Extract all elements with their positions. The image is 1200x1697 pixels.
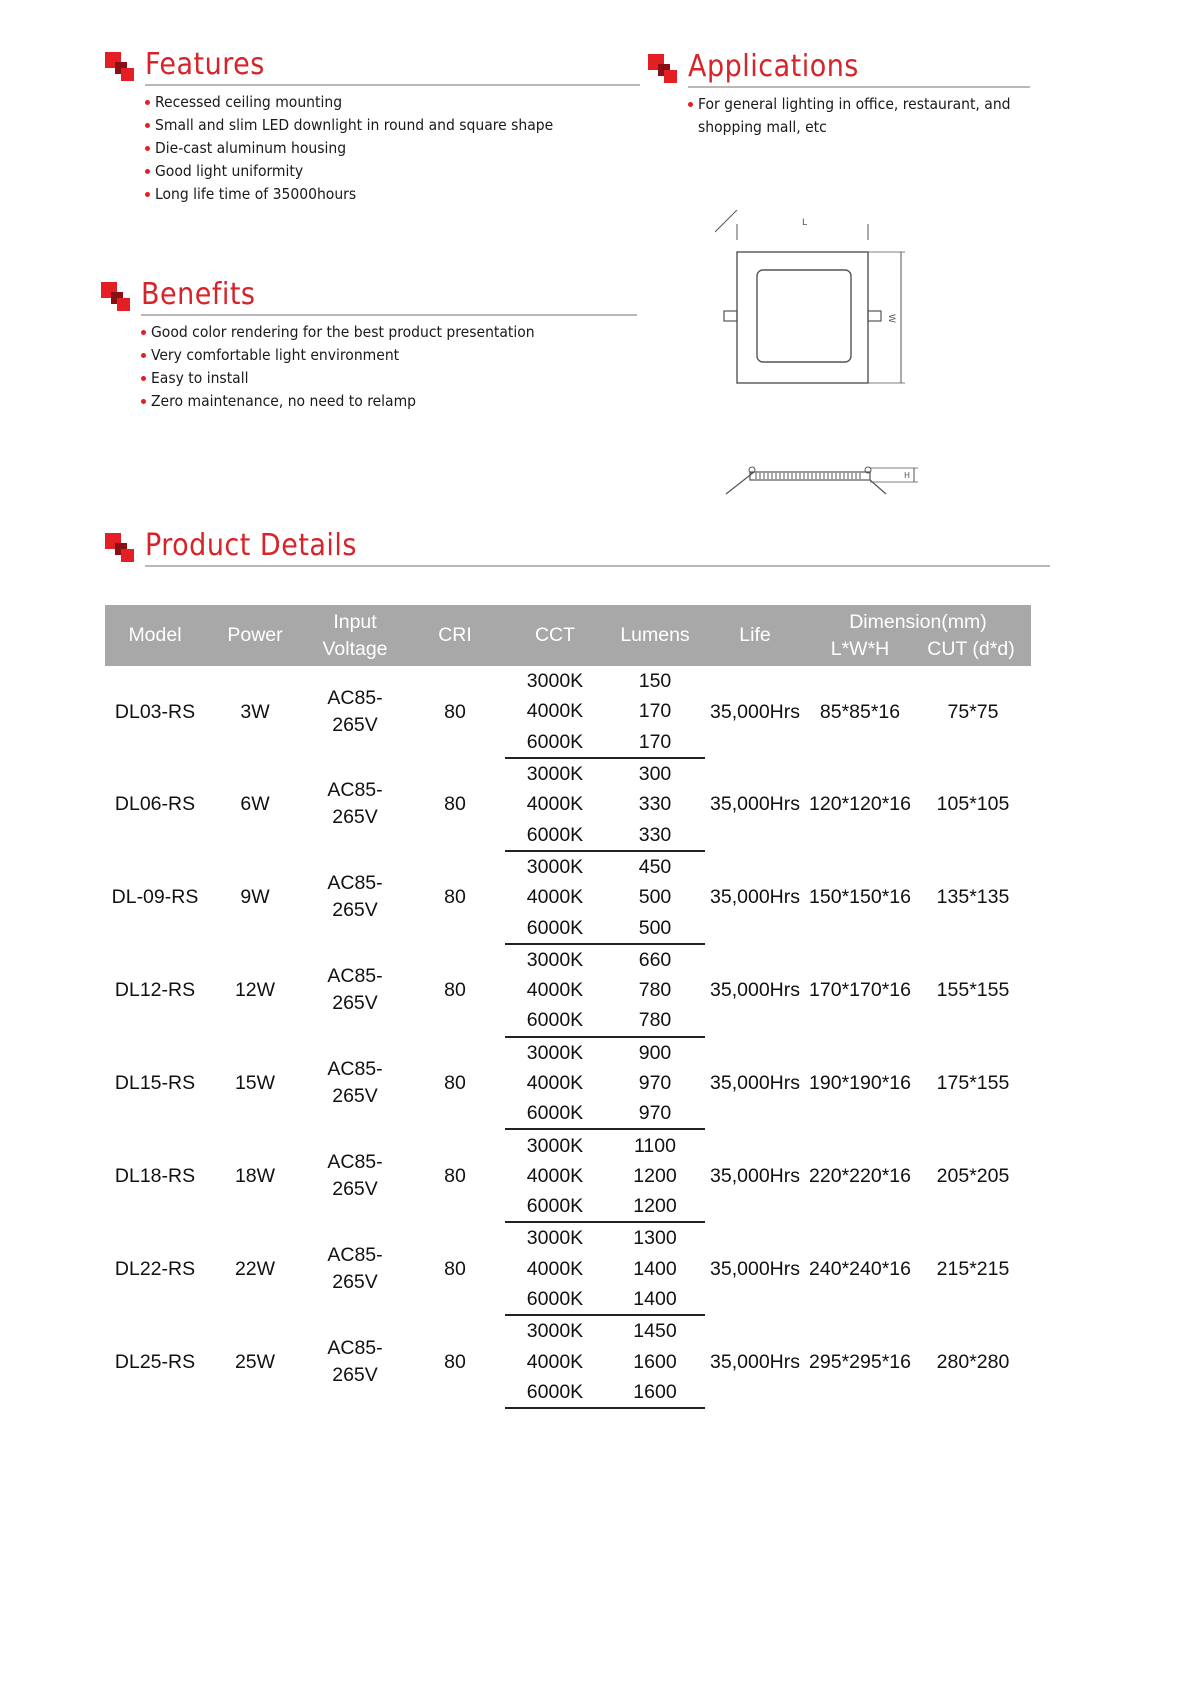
- header-life: Life: [705, 605, 805, 666]
- cell-lumens: 1100: [634, 1134, 676, 1157]
- cell-model: DL25-RS: [114, 1350, 196, 1373]
- table-row: [105, 1315, 1031, 1346]
- cell-model: DL12-RS: [114, 979, 196, 1002]
- table-row: [105, 944, 1031, 975]
- cell-cct: 4000K: [526, 1072, 584, 1094]
- header-model: Model: [105, 605, 205, 666]
- brand-squares-icon: [101, 282, 131, 312]
- cell-power: 9W: [240, 886, 270, 909]
- cell-model: DL18-RS: [114, 1164, 196, 1187]
- cell-cct: 4000K: [526, 979, 584, 1002]
- cell-lumens: 500: [638, 886, 672, 909]
- cell-cct: 4000K: [526, 886, 584, 909]
- product-details-section: [105, 529, 1050, 563]
- table-row: [105, 1129, 1031, 1160]
- cell-model: DL15-RS: [114, 1072, 196, 1094]
- header-cct: CCT: [505, 605, 605, 666]
- cell-power: 22W: [234, 1257, 276, 1280]
- panel-light-area: [757, 270, 851, 362]
- cell-model: DL-09-RS: [111, 886, 199, 909]
- product-details-rule: [145, 565, 1050, 567]
- voltage-line1: AC85-: [327, 872, 383, 895]
- cell-lwh: 85*85*16: [819, 700, 901, 723]
- cell-power: 25W: [234, 1350, 276, 1373]
- applications-title: Applications: [688, 49, 859, 84]
- applications-text: For general lighting in office, restaurant, and shopping mall, etc: [688, 93, 1038, 139]
- header-input-voltage: [305, 605, 405, 666]
- cell-life: 35,000Hrs: [710, 886, 800, 909]
- voltage-line1: AC85-: [327, 1336, 383, 1359]
- brand-squares-icon: [648, 54, 678, 84]
- cell-cct: 3000K: [526, 948, 584, 971]
- cell-power: 12W: [234, 979, 276, 1002]
- benefits-section: [101, 277, 637, 410]
- cell-lwh: 295*295*16: [809, 1350, 911, 1373]
- cell-lumens: 500: [605, 912, 705, 943]
- cell-power: 18W: [234, 1164, 276, 1187]
- cell-cri: 80: [444, 1164, 466, 1187]
- list-item: Small and slim LED downlight in round and square shape: [145, 114, 553, 137]
- header-dimension-title: Dimension(mm): [849, 610, 987, 633]
- voltage-line2: 265V: [332, 1270, 378, 1293]
- cell-cct: 6000K: [505, 1098, 605, 1129]
- cell-cct: 6000K: [505, 1005, 605, 1036]
- features-section: [105, 47, 640, 203]
- cell-cut: 75*75: [947, 700, 999, 723]
- benefits-title: Benefits: [141, 277, 256, 312]
- list-item: Easy to install: [141, 367, 535, 390]
- cell-cct: 3000K: [526, 1320, 584, 1343]
- table-body: [105, 666, 1031, 1408]
- voltage-line2: 265V: [332, 992, 378, 1015]
- cell-cct: 3000K: [526, 763, 584, 786]
- cell-lumens: 780: [638, 979, 672, 1002]
- cell-lumens: 1600: [605, 1377, 705, 1408]
- cell-input-voltage: [305, 1037, 405, 1130]
- table-row: [105, 1037, 1031, 1068]
- cell-cut: 105*105: [936, 793, 1010, 816]
- cell-cct: 3000K: [526, 670, 584, 693]
- cell-cct: 3000K: [526, 1134, 584, 1157]
- applications-section: [648, 49, 1030, 136]
- cell-model: DL06-RS: [114, 793, 196, 816]
- cell-lumens: 1200: [633, 1164, 677, 1187]
- cell-input-voltage: [305, 1129, 405, 1222]
- cell-power: 6W: [240, 793, 270, 816]
- list-item: Very comfortable light environment: [141, 344, 535, 367]
- cell-lumens: 1450: [633, 1320, 677, 1343]
- cell-cut: 135*135: [936, 886, 1010, 909]
- cell-lumens: 330: [638, 793, 672, 816]
- spring-clip-right: [868, 311, 881, 321]
- cell-input-voltage: [305, 851, 405, 944]
- table-row: [105, 758, 1031, 789]
- voltage-line2: 265V: [332, 1363, 378, 1386]
- cell-cct: 6000K: [505, 727, 605, 758]
- voltage-line1: AC85-: [327, 965, 383, 988]
- voltage-line2: 265V: [332, 713, 378, 736]
- cell-lumens: 970: [605, 1098, 705, 1129]
- table-row: [105, 1222, 1031, 1253]
- cell-lumens: 1400: [605, 1284, 705, 1315]
- cell-cct: 4000K: [526, 1257, 584, 1280]
- cell-lumens: 300: [638, 763, 672, 786]
- cell-cut: 215*215: [936, 1257, 1010, 1280]
- cell-lumens: 1200: [605, 1191, 705, 1222]
- cell-life: 35,000Hrs: [710, 793, 800, 816]
- cell-cct: 4000K: [526, 700, 584, 723]
- cell-life: 35,000Hrs: [710, 1164, 800, 1187]
- cell-cut: 155*155: [936, 979, 1010, 1002]
- cell-lwh: 240*240*16: [809, 1257, 911, 1280]
- cell-model: DL03-RS: [114, 700, 196, 723]
- applications-rule: [688, 86, 1030, 88]
- list-item: Good light uniformity: [145, 160, 553, 183]
- cell-lumens: 450: [638, 855, 672, 878]
- features-rule: [145, 84, 640, 86]
- cell-lumens: 170: [638, 700, 672, 723]
- brand-squares-icon: [105, 52, 135, 82]
- benefits-list: [141, 321, 535, 413]
- cell-cri: 80: [444, 979, 466, 1002]
- top-view-drawing: [715, 210, 915, 390]
- cell-cut: 205*205: [936, 1164, 1010, 1187]
- cell-cri: 80: [444, 793, 466, 816]
- cell-cct: 6000K: [505, 1377, 605, 1408]
- cell-lwh: 190*190*16: [809, 1072, 911, 1094]
- cell-cut: 280*280: [936, 1350, 1010, 1373]
- list-item: Long life time of 35000hours: [145, 183, 553, 206]
- cell-lumens: 170: [605, 727, 705, 758]
- header-cri: CRI: [405, 605, 505, 666]
- cell-life: 35,000Hrs: [710, 700, 800, 723]
- cell-cri: 80: [444, 1072, 466, 1094]
- cell-life: 35,000Hrs: [710, 1072, 800, 1094]
- cell-model: DL22-RS: [114, 1257, 196, 1280]
- cell-lumens: 970: [638, 1072, 672, 1094]
- voltage-line2: 265V: [332, 1085, 378, 1107]
- cell-cct: 3000K: [526, 1227, 584, 1250]
- cell-lumens: 330: [605, 819, 705, 850]
- cell-lumens: 1300: [633, 1227, 677, 1250]
- list-item: Good color rendering for the best product presentation: [141, 321, 535, 344]
- cell-lwh: 120*120*16: [809, 793, 911, 816]
- cell-cri: 80: [444, 886, 466, 909]
- voltage-line1: AC85-: [327, 1058, 383, 1080]
- header-power: Power: [205, 605, 305, 666]
- spring-clip-left: [724, 311, 737, 321]
- cell-life: 35,000Hrs: [710, 1257, 800, 1280]
- cell-lumens: 660: [638, 948, 672, 971]
- list-item: Die-cast aluminum housing: [145, 137, 553, 160]
- header-input-voltage-line2: Voltage: [322, 637, 388, 660]
- table-row: [105, 851, 1031, 882]
- header-input-voltage-line1: Input: [333, 610, 377, 633]
- cell-cct: 6000K: [505, 819, 605, 850]
- voltage-line2: 265V: [332, 806, 378, 829]
- voltage-line2: 265V: [332, 1177, 378, 1200]
- cell-lumens: 1400: [633, 1257, 677, 1280]
- header-dimension: [805, 605, 1031, 666]
- side-view-drawing: [722, 458, 922, 498]
- cell-input-voltage: [305, 1315, 405, 1408]
- voltage-line1: AC85-: [327, 686, 383, 709]
- cell-cct: 6000K: [505, 1284, 605, 1315]
- cell-lumens: 150: [638, 670, 672, 693]
- cell-power: 3W: [240, 700, 270, 723]
- list-item: Recessed ceiling mounting: [145, 91, 553, 114]
- cell-lumens: 780: [605, 1005, 705, 1036]
- cell-cct: 3000K: [526, 855, 584, 878]
- cell-lumens: 1600: [633, 1350, 677, 1373]
- cell-input-voltage: [305, 944, 405, 1037]
- cell-cri: 80: [444, 1257, 466, 1280]
- cell-cct: 4000K: [526, 1350, 584, 1373]
- cell-power: 15W: [234, 1072, 276, 1094]
- cell-cri: 80: [444, 700, 466, 723]
- cell-life: 35,000Hrs: [710, 979, 800, 1002]
- features-heading: [105, 48, 640, 82]
- cell-cct: 4000K: [526, 793, 584, 816]
- table-row: [105, 666, 1031, 696]
- voltage-line2: 265V: [332, 899, 378, 922]
- cell-lwh: 220*220*16: [809, 1164, 911, 1187]
- product-details-table: [105, 605, 1031, 1409]
- cell-cct: 4000K: [526, 1164, 584, 1187]
- dimension-label-w: W: [886, 314, 896, 323]
- cell-cri: 80: [444, 1350, 466, 1373]
- header-cut: CUT (d*d): [927, 637, 1015, 660]
- benefits-rule: [141, 314, 637, 316]
- list-item: Zero maintenance, no need to relamp: [141, 390, 535, 413]
- dimension-line-l: [715, 210, 737, 232]
- dimension-label-h: H: [904, 471, 911, 480]
- product-details-title: Product Details: [145, 528, 357, 563]
- benefits-heading: [101, 278, 637, 312]
- cell-input-voltage: [305, 666, 405, 758]
- product-details-heading: [105, 529, 1050, 563]
- cell-cct: 3000K: [526, 1041, 584, 1064]
- features-list: [145, 91, 553, 206]
- cell-lumens: 900: [638, 1041, 672, 1064]
- cell-cct: 6000K: [505, 1191, 605, 1222]
- table-header-row: [105, 605, 1031, 666]
- brand-squares-icon: [105, 533, 135, 563]
- features-title: Features: [145, 47, 265, 82]
- cell-lwh: 150*150*16: [809, 886, 911, 909]
- header-lumens: Lumens: [605, 605, 705, 666]
- cell-cut: 175*155: [936, 1072, 1010, 1094]
- applications-heading: [648, 50, 1030, 84]
- cell-life: 35,000Hrs: [710, 1350, 800, 1373]
- cell-cct: 6000K: [505, 912, 605, 943]
- voltage-line1: AC85-: [327, 1150, 383, 1173]
- header-lwh: L*W*H: [830, 637, 890, 660]
- cell-input-voltage: [305, 1222, 405, 1315]
- dimension-label-l: L: [802, 218, 808, 228]
- cell-input-voltage: [305, 758, 405, 851]
- voltage-line1: AC85-: [327, 779, 383, 802]
- voltage-line1: AC85-: [327, 1243, 383, 1266]
- cell-lwh: 170*170*16: [809, 979, 911, 1002]
